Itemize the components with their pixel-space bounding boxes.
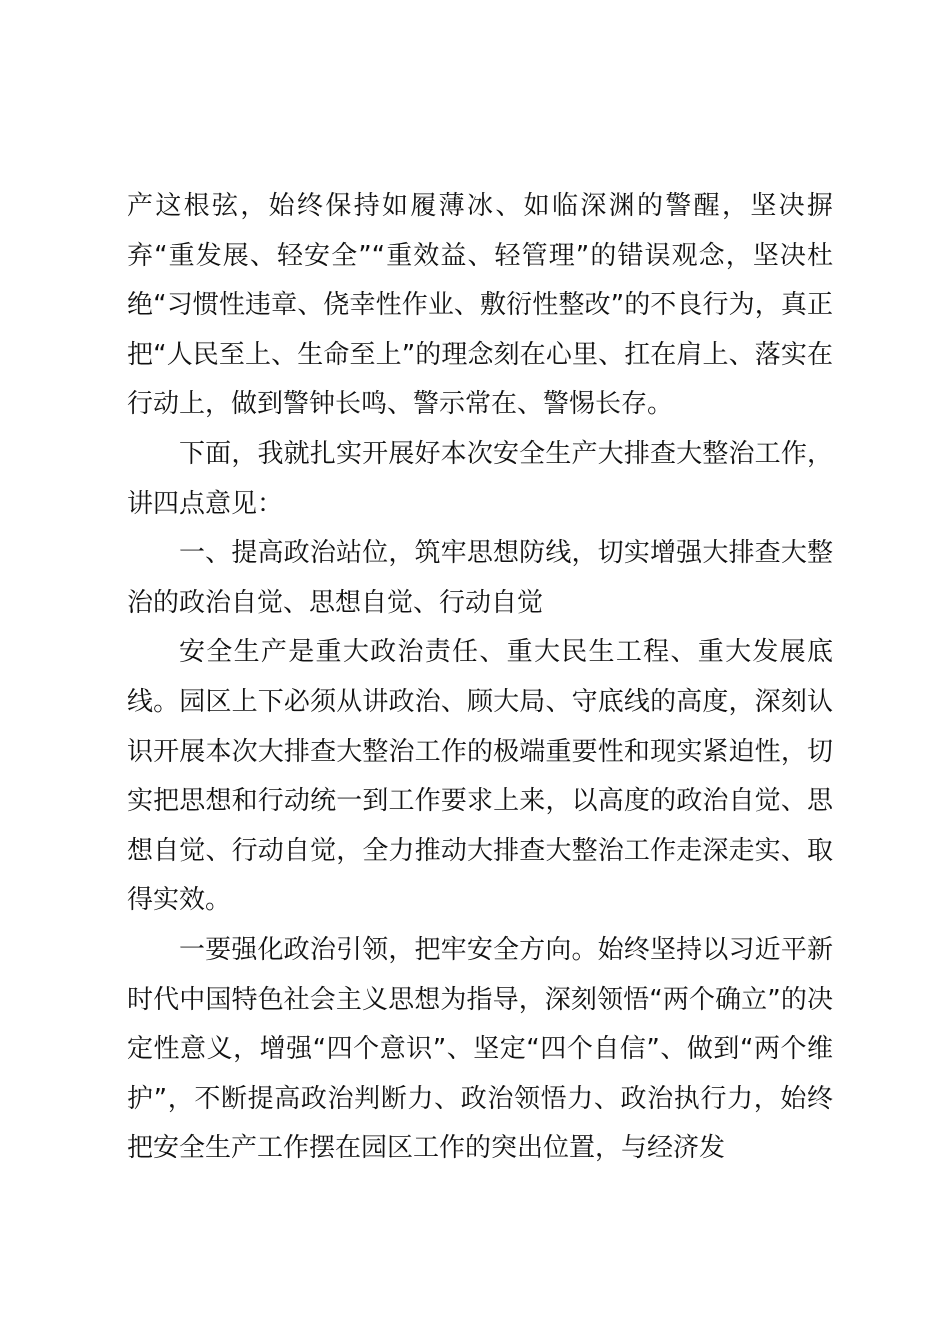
paragraph-point-1: 一要强化政治引领，把牢安全方向。始终坚持以习近平新时代中国特色社会主义思想为指导，深刻领悟“两个确立”的决定性意义，增强“四个意识”、坚定“四个自信”、做到“两个维护”，不断提高政治判断力、政治领悟力、政治执行力，始终把安全生产工作摆在园区工作的突出位置，与经济发 [127, 934, 833, 1164]
document-body [127, 182, 833, 1174]
paragraph-continuation: 产这根弦，始终保持如履薄冰、如临深渊的警醒，坚决摒弃“重发展、轻安全”“重效益、轻管理”的错误观念，坚决杜绝“习惯性违章、侥幸性作业、敷衍性整改”的不良行为，真正把“人民至上、生命至上”的理念刻在心里、扛在肩上、落实在行动上，做到警钟长鸣、警示常在、警惕长存。 [127, 191, 833, 420]
paragraph-section-1-body: 安全生产是重大政治责任、重大民生工程、重大发展底线。园区上下必须从讲政治、顾大局、守底线的高度，深刻认识开展本次大排查大整治工作的极端重要性和现实紧迫性，切实把思想和行动统一到工作要求上来，以高度的政治自觉、思想自觉、行动自觉，全力推动大排查大整治工作走深走实、取得实效。 [127, 637, 833, 916]
section-heading-1: 一、提高政治站位，筑牢思想防线，切实增强大排查大整治的政治自觉、思想自觉、行动自觉 [127, 538, 833, 618]
paragraph-intro: 下面，我就扎实开展好本次安全生产大排查大整治工作，讲四点意见： [127, 438, 833, 519]
